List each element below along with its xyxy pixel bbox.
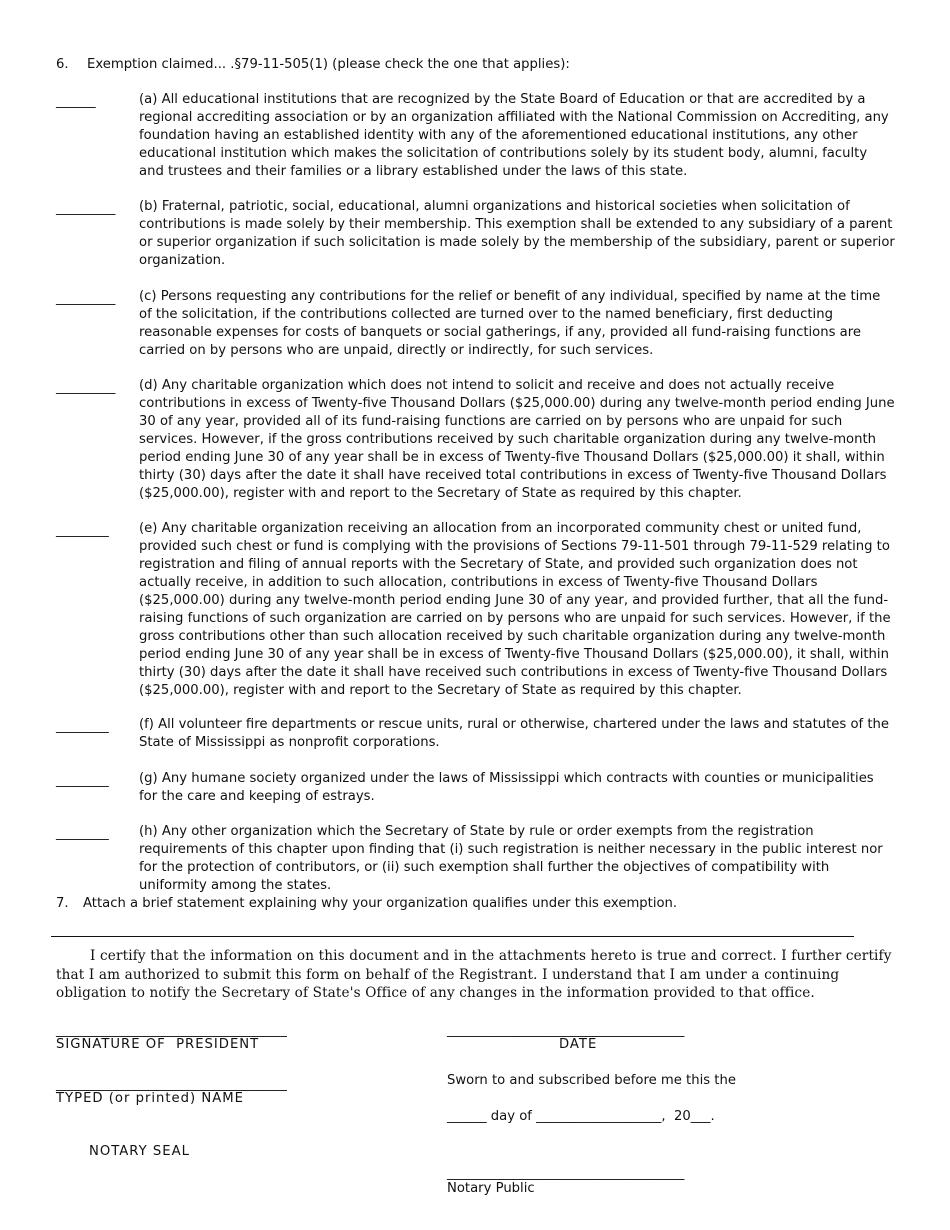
- exemption-option-g: [56, 770, 896, 806]
- notary-public-line[interactable]: ____________________________________: [447, 1166, 685, 1181]
- sworn-date-line[interactable]: ______ day of ___________________, 20___.: [447, 1109, 715, 1124]
- notary-seal-label: NOTARY SEAL: [89, 1144, 190, 1159]
- exemption-option-b: [56, 198, 896, 270]
- option-c-text: (c) Persons requesting any contributions for the relief or benefit of any individual, specified by name at the time of the solicitation, if the contributions collected are turned over to the named beneficiary, first deducting reasonable expenses for costs of banquets or social gatherings, if any, provided all fund-raising functions are carried on by persons who are unpaid, directly or indirectly, for such services.: [139, 289, 881, 358]
- date-line[interactable]: ____________________________________: [447, 1023, 685, 1038]
- exemption-option-f: [56, 716, 896, 752]
- date-label: DATE: [559, 1037, 598, 1052]
- question-6-text: Exemption claimed... .§79-11-505(1) (please check the one that applies):: [87, 57, 570, 72]
- checkbox-blank-c[interactable]: _________: [56, 291, 116, 306]
- option-b-text: (b) Fraternal, patriotic, social, educational, alumni organizations and historical societies when solicitation of contributions is made solely by their membership. This exemption shall be extended to any subsidiary of a parent or superior organization if such solicitation is made solely by the membership of the subsidiary, parent or superior organization.: [139, 199, 895, 268]
- question-7: [56, 896, 677, 911]
- sworn-text: Sworn to and subscribed before me this the: [447, 1073, 736, 1088]
- question-7-text: Attach a brief statement explaining why your organization qualifies under this exemption.: [83, 896, 678, 911]
- option-a-text: (a) All educational institutions that are recognized by the State Board of Education or that are accredited by a regional accrediting association or by an organization affiliated with the National Commission on Accrediting, any foundation having an established identity with any of the aforementioned educational institutions, any other educational institution which makes the solicitation of contributions solely by its student body, alumni, faculty and trustees and their families or a library established under the laws of this state.: [139, 92, 889, 179]
- exemption-option-d: [56, 377, 896, 503]
- question-6-heading: [56, 57, 570, 72]
- section-divider: [51, 936, 854, 937]
- question-6-number: 6.: [56, 57, 69, 72]
- checkbox-blank-a[interactable]: ______: [56, 94, 96, 109]
- president-signature-label: SIGNATURE OF PRESIDENT: [56, 1037, 260, 1052]
- option-e-text: (e) Any charitable organization receiving an allocation from an incorporated community chest or united fund, provided such chest or fund is complying with the provisions of Sections 79-11-501 through 79-11-529 relating to registration and filing of annual reports with the Secretary of State, and provided such organization does not actually receive, in addition to such allocation, contributions in excess of Twenty-five Thousand Dollars ($25,000.00) during any twelve-month period ending June 30 of any year, and provided further, that all the fund-raising functions of such organization are carried on by persons who are unpaid for such services. However, if the gross contributions other than such allocation received by such charitable organization during any twelve-month period ending June 30 of any year shall be in excess of Twenty-five Thousand Dollars ($25,000.00), it shall, within thirty (30) days after the date it shall have received such contributions in excess of Twenty-five Thousand Dollars ($25,000.00), register with and report to the Secretary of State as required by this chapter.: [139, 521, 891, 698]
- exemption-option-a: [56, 91, 896, 181]
- exemption-option-h: [56, 823, 896, 895]
- checkbox-blank-h[interactable]: ________: [56, 826, 109, 841]
- exemption-option-c: [56, 288, 896, 360]
- checkbox-blank-f[interactable]: ________: [56, 719, 109, 734]
- checkbox-blank-e[interactable]: ________: [56, 523, 109, 538]
- notary-public-label: Notary Public: [447, 1181, 535, 1196]
- checkbox-blank-b[interactable]: _________: [56, 201, 116, 216]
- typed-name-line[interactable]: ___________________________________: [56, 1077, 287, 1092]
- option-h-text: (h) Any other organization which the Secretary of State by rule or order exempts from the registration requirements of this chapter upon finding that (i) such registration is neither necessary in the public interest nor for the protection of contributors, or (ii) such exemption shall further the objectives of compatibility with uniformity among the states.: [139, 824, 883, 893]
- checkbox-blank-g[interactable]: ________: [56, 773, 109, 788]
- president-signature-line[interactable]: ___________________________________: [56, 1023, 287, 1038]
- question-7-number: 7.: [56, 896, 69, 911]
- checkbox-blank-d[interactable]: _________: [56, 380, 116, 395]
- option-d-text: (d) Any charitable organization which does not intend to solicit and receive and does not actually receive contributions in excess of Twenty-five Thousand Dollars ($25,000.00) during any twelve-month period ending June 30 of any year, provided all of its fund-raising functions are carried on by persons who are unpaid for such services. However, if the gross contributions received by such charitable organization during any twelve-month period ending June 30 of any year shall be in excess of Twenty-five Thousand Dollars ($25,000.00) it shall, within thirty (30) days after the date it shall have received total contributions in excess of Twenty-five Thousand Dollars ($25,000.00), register with and report to the Secretary of State as required by this chapter.: [139, 378, 895, 501]
- option-f-text: (f) All volunteer fire departments or rescue units, rural or otherwise, chartered under the laws and statutes of the State of Mississippi as nonprofit corporations.: [139, 717, 890, 750]
- typed-name-label: TYPED (or printed) NAME: [56, 1091, 244, 1106]
- exemption-option-e: [56, 520, 896, 700]
- option-g-text: (g) Any humane society organized under the laws of Mississippi which contracts with counties or municipalities for the care and keeping of estrays.: [139, 771, 874, 804]
- certification-statement: I certify that the information on this document and in the attachments hereto is true and correct. I further certify that I am authorized to submit this form on behalf of the Registrant. I understand that I am under a continuing obligation to notify the Secretary of State's Office of any changes in the information provided to that office.: [56, 948, 892, 1001]
